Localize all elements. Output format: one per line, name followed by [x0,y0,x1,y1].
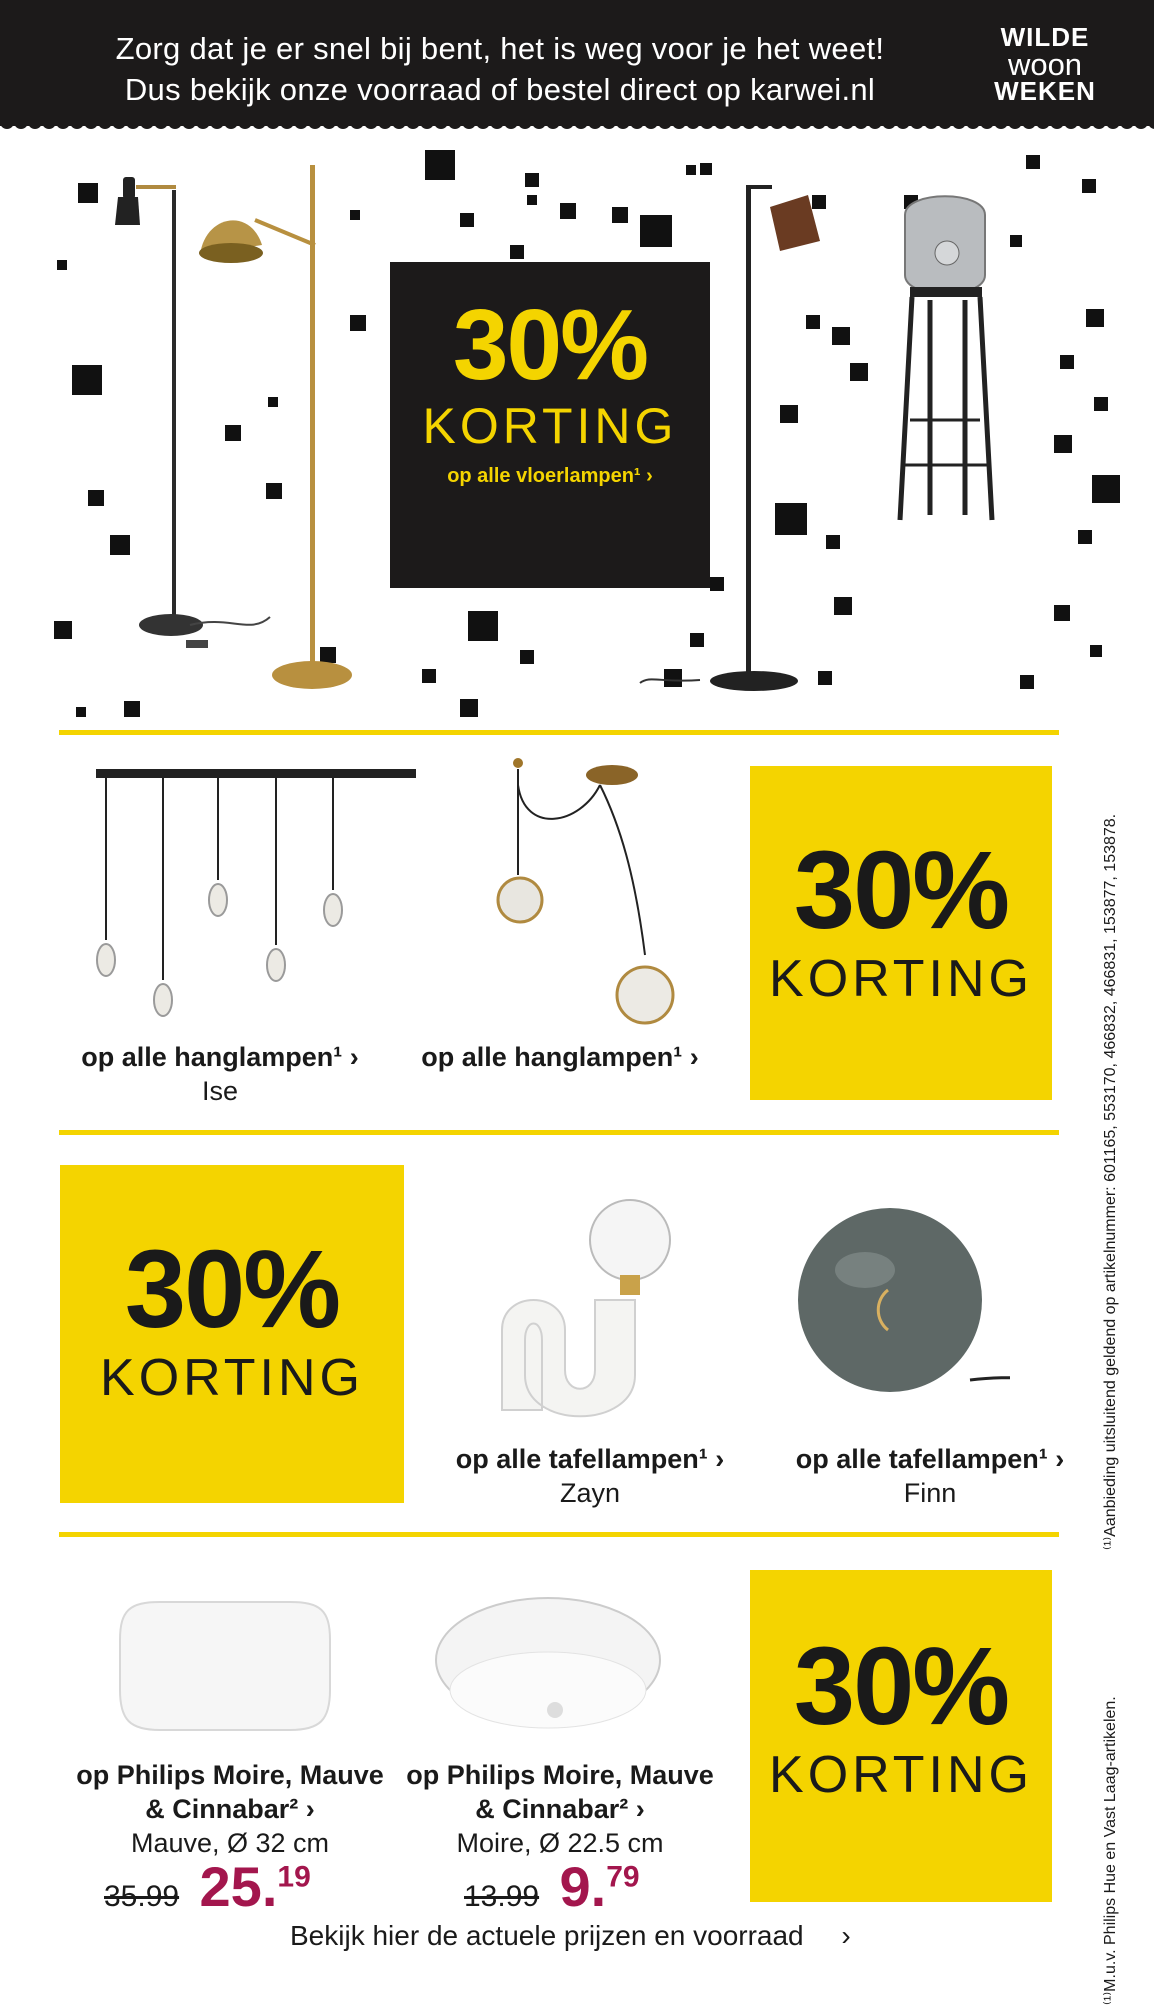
table-item-zayn[interactable] [440,1442,740,1510]
sale-price-int: 9. [559,1855,607,1918]
pendant-item-ise[interactable] [60,1040,380,1108]
ceiling-item-name: Moire, Ø 22.5 cm [456,1828,664,1858]
sale-price [200,1855,311,1918]
ceiling-badge-percent: 30% [793,1625,1009,1748]
sale-price [560,1855,640,1918]
section-divider [59,730,1059,735]
pendant-item-name: Ise [201,1076,239,1106]
table-item-title[interactable]: op alle tafellampen¹ › [455,1444,725,1474]
pendant-badge-percent: 30% [793,829,1009,952]
section-divider [59,1532,1059,1537]
sale-price-dec: 19 [277,1860,311,1894]
table-item-name: Zayn [559,1478,621,1508]
view-prices-label[interactable]: Bekijk hier de actuele prijzen en voorraad [290,1920,804,1951]
ceiling-item-title-line1[interactable]: op Philips Moire, Mauve [76,1760,384,1790]
table-badge-korting: KORTING [100,1349,364,1407]
table-item-finn[interactable] [775,1442,1085,1510]
table-item-name: Finn [903,1478,957,1508]
promo-header [0,0,1154,122]
table-item-title[interactable]: op alle tafellampen¹ › [795,1444,1065,1474]
ceiling-item-title-line1[interactable]: op Philips Moire, Mauve [406,1760,714,1790]
ceiling-badge-korting: KORTING [769,1746,1033,1804]
hero-percent: 30% [452,289,648,401]
header-line-1: Zorg dat je er snel bij bent, het is weg voor je het weet! [115,31,885,66]
ceiling-item-title-line2[interactable]: & Cinnabar² › [145,1794,315,1824]
logo-word-woon: woon [1007,47,1083,82]
header-zigzag-edge [0,120,1154,134]
brass-floor-lamp-icon [199,165,352,689]
section-divider [59,1130,1059,1135]
hero-badge[interactable] [380,289,720,488]
pendant-item-2[interactable] [400,1040,720,1074]
wilde-woon-weken-logo [985,24,1105,105]
ceiling-item-name: Mauve, Ø 32 cm [130,1828,330,1858]
pendant-item-title[interactable]: op alle hanglampen¹ › [421,1042,699,1072]
pendant-item-title[interactable]: op alle hanglampen¹ › [81,1042,359,1072]
hero-subtitle-link[interactable]: op alle vloerlampen¹ › [447,465,653,487]
old-price: 35.99 [104,1880,180,1913]
sale-price-int: 25. [199,1855,278,1918]
pendant-badge-korting: KORTING [769,950,1033,1008]
view-prices-link[interactable] [290,1920,910,1952]
glass-floor-lamp-icon [900,196,992,520]
logo-word-wilde: WILDE [1000,22,1090,52]
table-badge [60,1165,404,1503]
footnote-1: ⁽¹⁾Aanbieding uitsluitend geldend op artikelnummer: 601165, 553170, 466832, 466831, 153877, 153878. [1102,813,1119,1550]
pendant-lamps-illustration [80,755,720,1045]
table-badge-percent: 30% [124,1228,340,1351]
table-lamps-illustration [470,1180,1010,1430]
old-price: 13.99 [464,1880,540,1913]
hero-korting: KORTING [422,398,678,454]
header-text [80,28,920,110]
footnote-2: ⁽¹⁾M.u.v. Philips Hue en Vast Laag-artikelen. [1102,1696,1119,2005]
chevron-right-icon[interactable]: › [841,1920,851,1951]
footnotes [1098,700,1138,2005]
pendant-badge [750,766,1052,1100]
sale-price-dec: 79 [606,1860,640,1894]
ceiling-item-mauve[interactable] [60,1600,400,1918]
ceiling-badge [750,1570,1052,1902]
header-line-2: Dus bekijk onze voorraad of bestel direct op karwei.nl [124,72,876,107]
ceiling-item-moire[interactable] [400,1600,720,1918]
logo-word-weken: WEKEN [994,76,1096,106]
ceiling-item-title-line2[interactable]: & Cinnabar² › [475,1794,645,1824]
